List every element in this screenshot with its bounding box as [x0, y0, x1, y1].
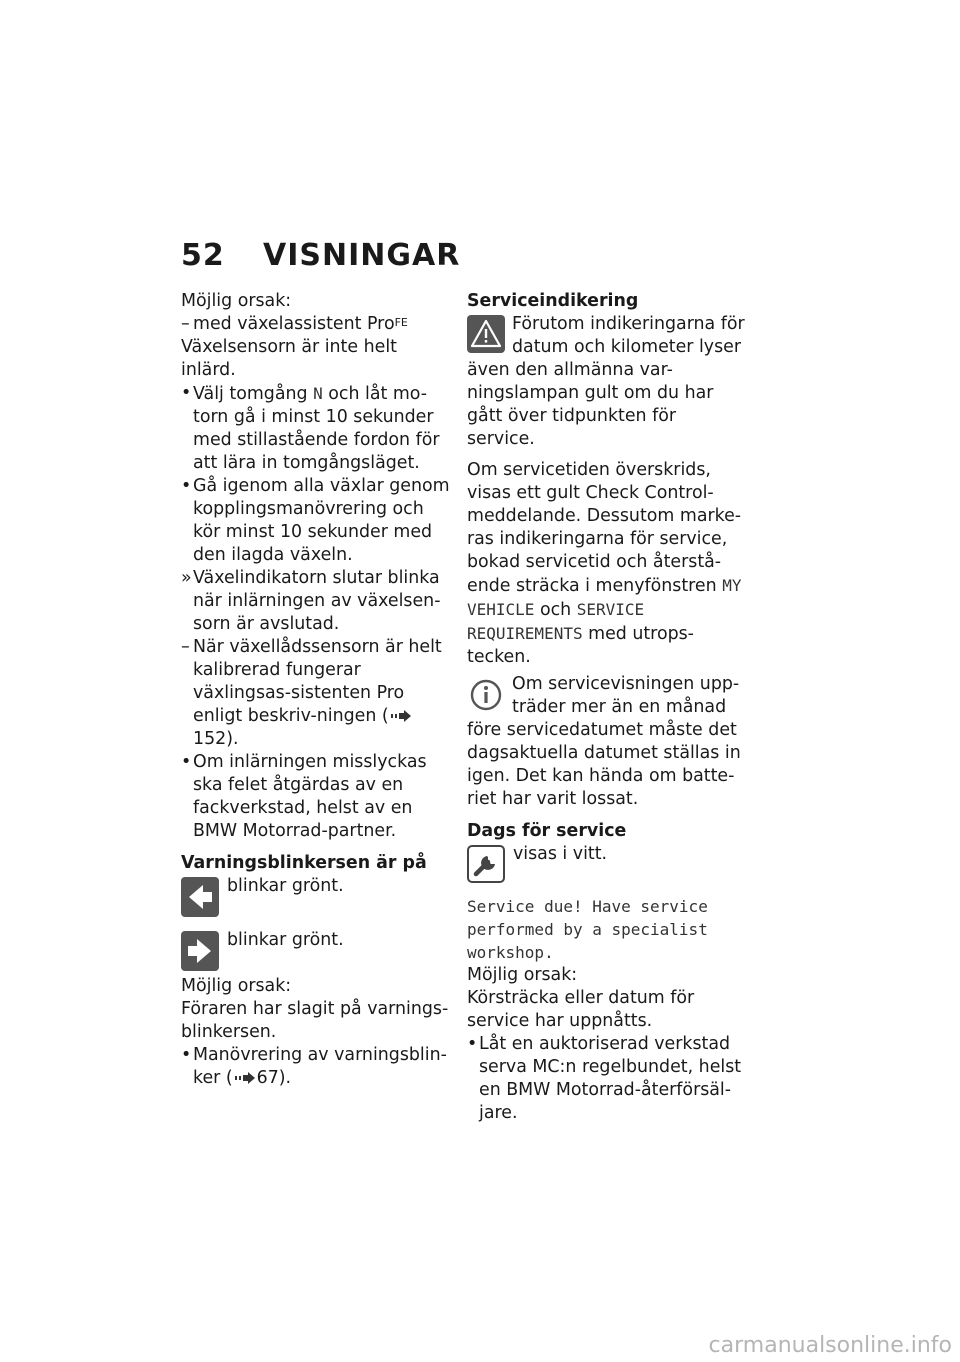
bullet-item — [181, 751, 451, 843]
bullet-item — [181, 475, 451, 567]
service-paragraph-2 — [467, 459, 747, 669]
result-mark: » — [181, 568, 192, 588]
service-indicator-block — [467, 313, 747, 451]
bullet1-a: Välj tomgång — [193, 384, 314, 404]
service-paragraph-1: Förutom indikeringarna för datum och kilometer lyser även den allmänna var-ningslampan gult om du har gått över tidpunkten för service. — [467, 314, 745, 449]
left-column — [181, 290, 451, 1090]
dash-mark: – — [181, 637, 190, 657]
display-message: Service due! Have service performed by a specialist workshop. — [467, 897, 708, 962]
result-item — [181, 567, 451, 636]
service-p2-b: med utrops-tecken. — [467, 624, 694, 667]
service-p2-och: och — [539, 600, 572, 620]
dash-mark: – — [181, 314, 190, 334]
service-p2-a: Om servicetiden överskrids, visas ett gult Check Control-meddelande. Dessutom marke-ras indikeringarna för service, bokad servicetid och återstå-ende sträcka i menyfönstren — [467, 460, 742, 596]
cause-label: Möjlig orsak: — [181, 291, 292, 311]
warning-heading: Varningsblinkersen är på — [181, 853, 427, 873]
turn-signal-left-icon — [181, 877, 219, 917]
bullet-mark: • — [181, 476, 192, 496]
info-icon — [467, 675, 505, 715]
cause-dash-item — [181, 313, 451, 336]
cause-text: Körsträcka eller datum för service har uppnåtts. — [467, 988, 695, 1031]
menu-my-vehicle: MY VEHICLE — [467, 576, 742, 619]
dash2-prefix: När växellådssensorn är helt kalibrerad fungerar växlingsas-sistenten Pro enligt beskriv-ningen ( — [193, 637, 442, 726]
bullet4-prefix: Manövrering av varningsblin-ker ( — [193, 1045, 447, 1088]
wrench-text: visas i vitt. — [513, 844, 608, 864]
cause-line2: Växelsensorn är inte helt inlärd. — [181, 337, 397, 380]
page-header — [181, 238, 460, 273]
right-arrow-text: blinkar grönt. — [227, 930, 344, 950]
cause-label: Möjlig orsak: — [467, 965, 578, 985]
right-turn-signal-row — [181, 929, 451, 971]
section-title: VISNINGAR — [263, 238, 461, 273]
bullet1-b: och låt mo-torn gå i minst 10 sekunder med stillastående fordon för att lära in tomgångsläget. — [193, 384, 440, 473]
page-reference-arrow-icon — [235, 1072, 255, 1084]
neutral-gear-symbol: N — [313, 384, 323, 403]
cause-dash-sup: FE — [394, 316, 408, 329]
bullet-mark: • — [467, 1034, 478, 1054]
cause-dash-text: med växelassistent Pro — [193, 314, 395, 334]
bullet-item — [467, 1033, 747, 1125]
bullet-mark: • — [181, 383, 192, 403]
dash2-ref[interactable]: 152 — [193, 729, 227, 749]
cause2-text: Föraren har slagit på varnings-blinkersen. — [181, 999, 449, 1042]
bullet3-text: Om inlärningen misslyckas ska felet åtgärdas av en fackverkstad, helst av en BMW Motorrad-partner. — [193, 752, 427, 841]
dash-item — [181, 636, 451, 751]
cause2-label: Möjlig orsak: — [181, 976, 292, 996]
bullet-mark: • — [181, 1045, 192, 1065]
bullet-item — [181, 382, 451, 475]
dash2-suffix: ). — [226, 729, 239, 749]
result1-text: Växelindikatorn slutar blinka när inlärningen av växelsen-sorn är avslutad. — [193, 568, 441, 634]
page-reference-arrow-icon — [391, 710, 411, 722]
right-column — [467, 290, 747, 1125]
warning-triangle-icon — [467, 315, 505, 353]
bullet4-ref[interactable]: 67 — [256, 1068, 279, 1088]
service-due-heading: Dags för service — [467, 821, 627, 841]
bullet2-text: Gå igenom alla växlar genom kopplingsmanövrering och kör minst 10 sekunder med den ilagda växeln. — [193, 476, 450, 565]
wrench-row — [467, 843, 747, 883]
page-number: 52 — [181, 238, 225, 273]
bullet-mark: • — [181, 752, 192, 772]
left-turn-signal-row — [181, 875, 451, 917]
bullet-item — [181, 1044, 451, 1090]
wrench-icon — [467, 845, 505, 883]
service-heading: Serviceindikering — [467, 291, 639, 311]
right-bullet1-text: Låt en auktoriserad verkstad serva MC:n regelbundet, helst en BMW Motorrad-återförsäl-jare. — [479, 1034, 742, 1123]
info-paragraph: Om servicevisningen upp-träder mer än en månad före servicedatumet måste det dagsaktuella datumet ställas in igen. Det kan hända om batte-riet har varit lossat. — [467, 674, 741, 809]
left-arrow-text: blinkar grönt. — [227, 876, 344, 896]
watermark: carmanualsonline.info — [708, 1333, 952, 1358]
menu-service-requirements: SERVICE REQUIREMENTS — [467, 600, 645, 643]
bullet4-suffix: ). — [278, 1068, 292, 1088]
info-block — [467, 673, 747, 811]
turn-signal-right-icon — [181, 931, 219, 971]
